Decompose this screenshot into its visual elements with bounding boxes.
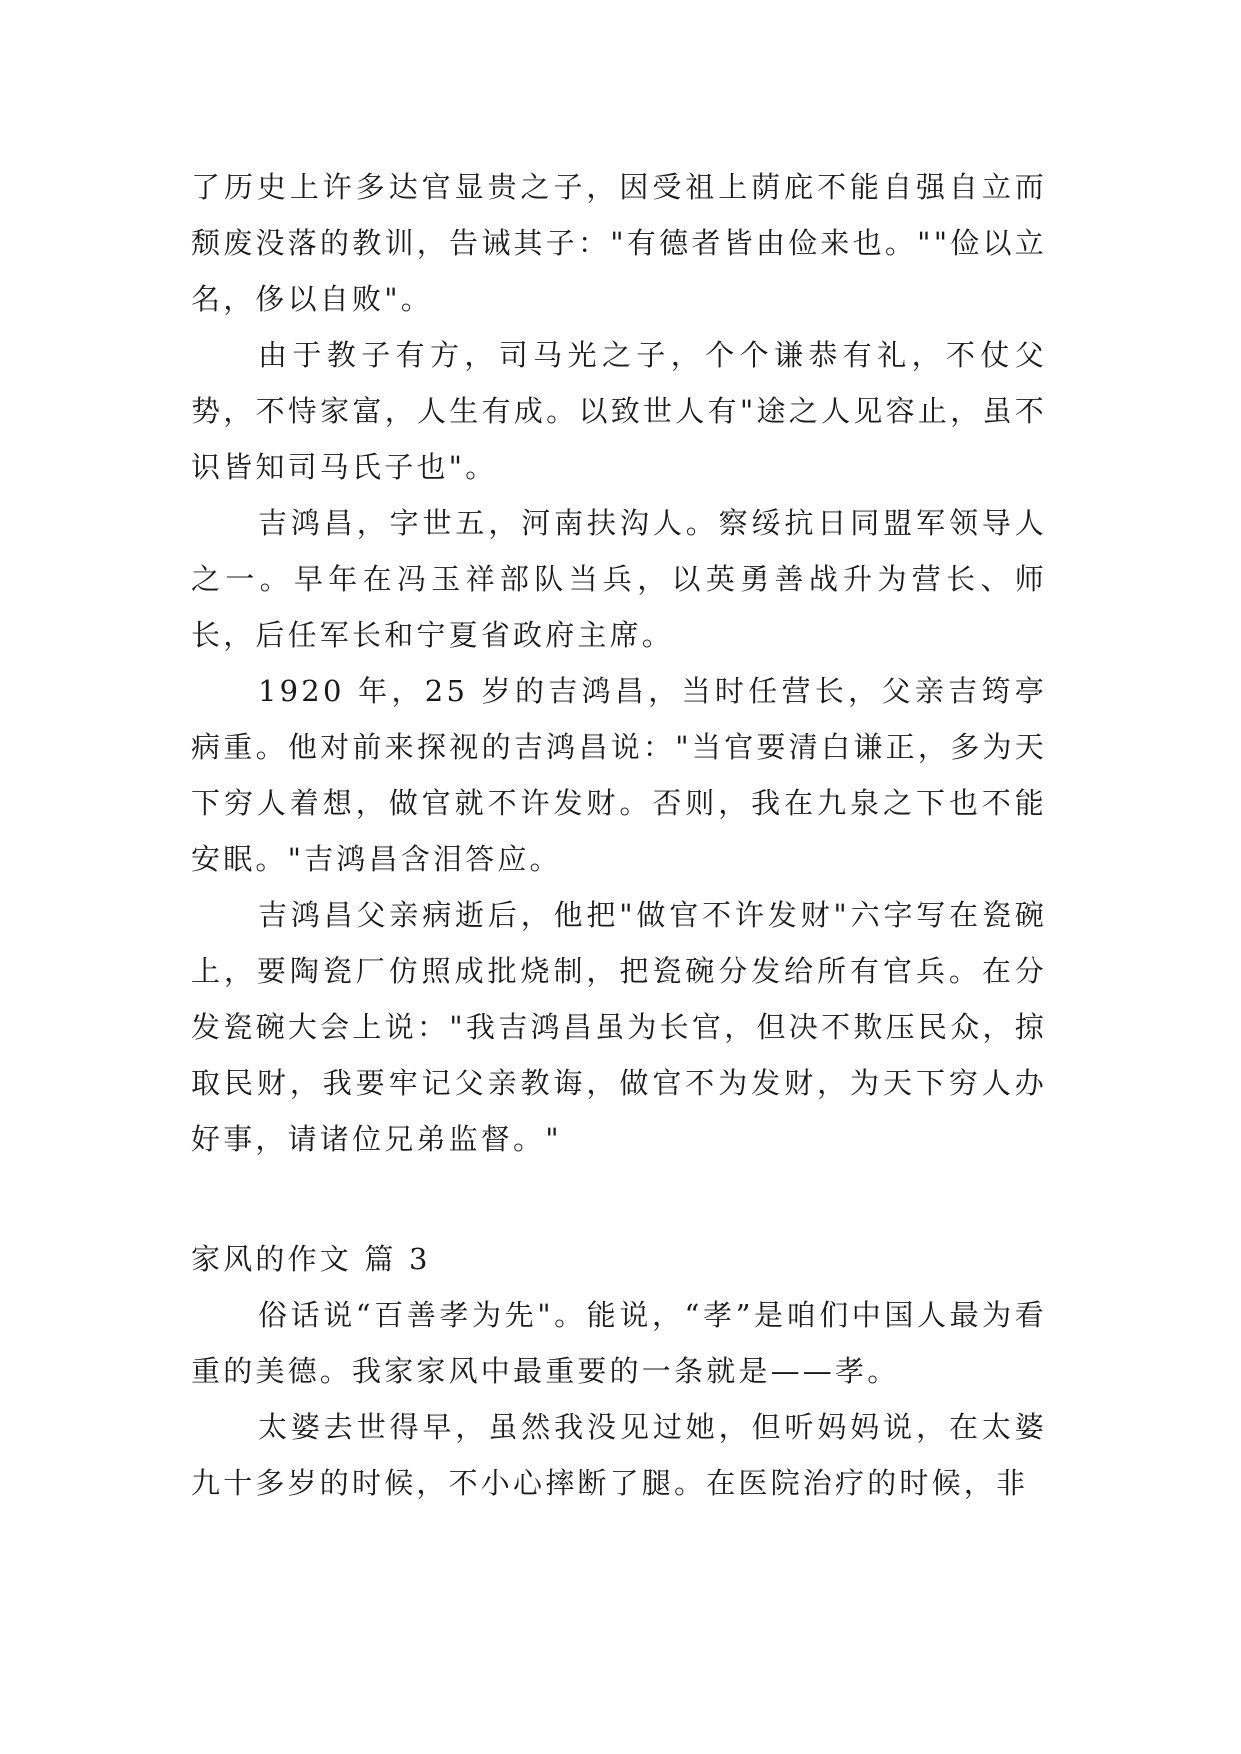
paragraph-father-advice: 1920 年，25 岁的吉鸿昌，当时任营长，父亲吉筠亭病重。他对前来探视的吉鸿昌说："当官要清白谦正，多为天下穷人着想，做官就不许发财。否则，我在九泉之下也不能安眠。"吉鸿昌含泪答应。 (191, 674, 1047, 876)
paragraph-filial-piety: 俗话说“百善孝为先"。能说，“孝”是咱们中国人最为看重的美德。我家家风中最重要的一条就是——孝。 (191, 1298, 1047, 1388)
document-page (191, 159, 1047, 1511)
paragraph-porcelain-bowls: 吉鸿昌父亲病逝后，他把"做官不许发财"六字写在瓷碗上，要陶瓷厂仿照成批烧制，把瓷碗分发给所有官兵。在分发瓷碗大会上说："我吉鸿昌虽为长官，但决不欺压民众，掠取民财，我要牢记父亲教诲，做官不为发财，为天下穷人办好事，请诸位兄弟监督。" (191, 898, 1047, 1156)
section-heading: 家风的作文 篇 3 (191, 1242, 431, 1276)
paragraph-ji-hongchang-intro: 吉鸿昌，字世五，河南扶沟人。察绥抗日同盟军领导人之一。早年在冯玉祥部队当兵，以英勇善战升为营长、师长，后任军长和宁夏省政府主席。 (191, 506, 1047, 652)
paragraph-sima-sons: 由于教子有方，司马光之子，个个谦恭有礼，不仗父势，不恃家富，人生有成。以致世人有"途之人见容止，虽不识皆知司马氏子也"。 (191, 338, 1047, 484)
paragraph-great-grandmother: 太婆去世得早，虽然我没见过她，但听妈妈说，在太婆九十多岁的时候，不小心摔断了腿。在医院治疗的时候，非 (191, 1410, 1047, 1500)
paragraph-continuation: 了历史上许多达官显贵之子，因受祖上荫庇不能自强自立而颓废没落的教训，告诫其子："有德者皆由俭来也。""俭以立名，侈以自败"。 (191, 170, 1047, 316)
